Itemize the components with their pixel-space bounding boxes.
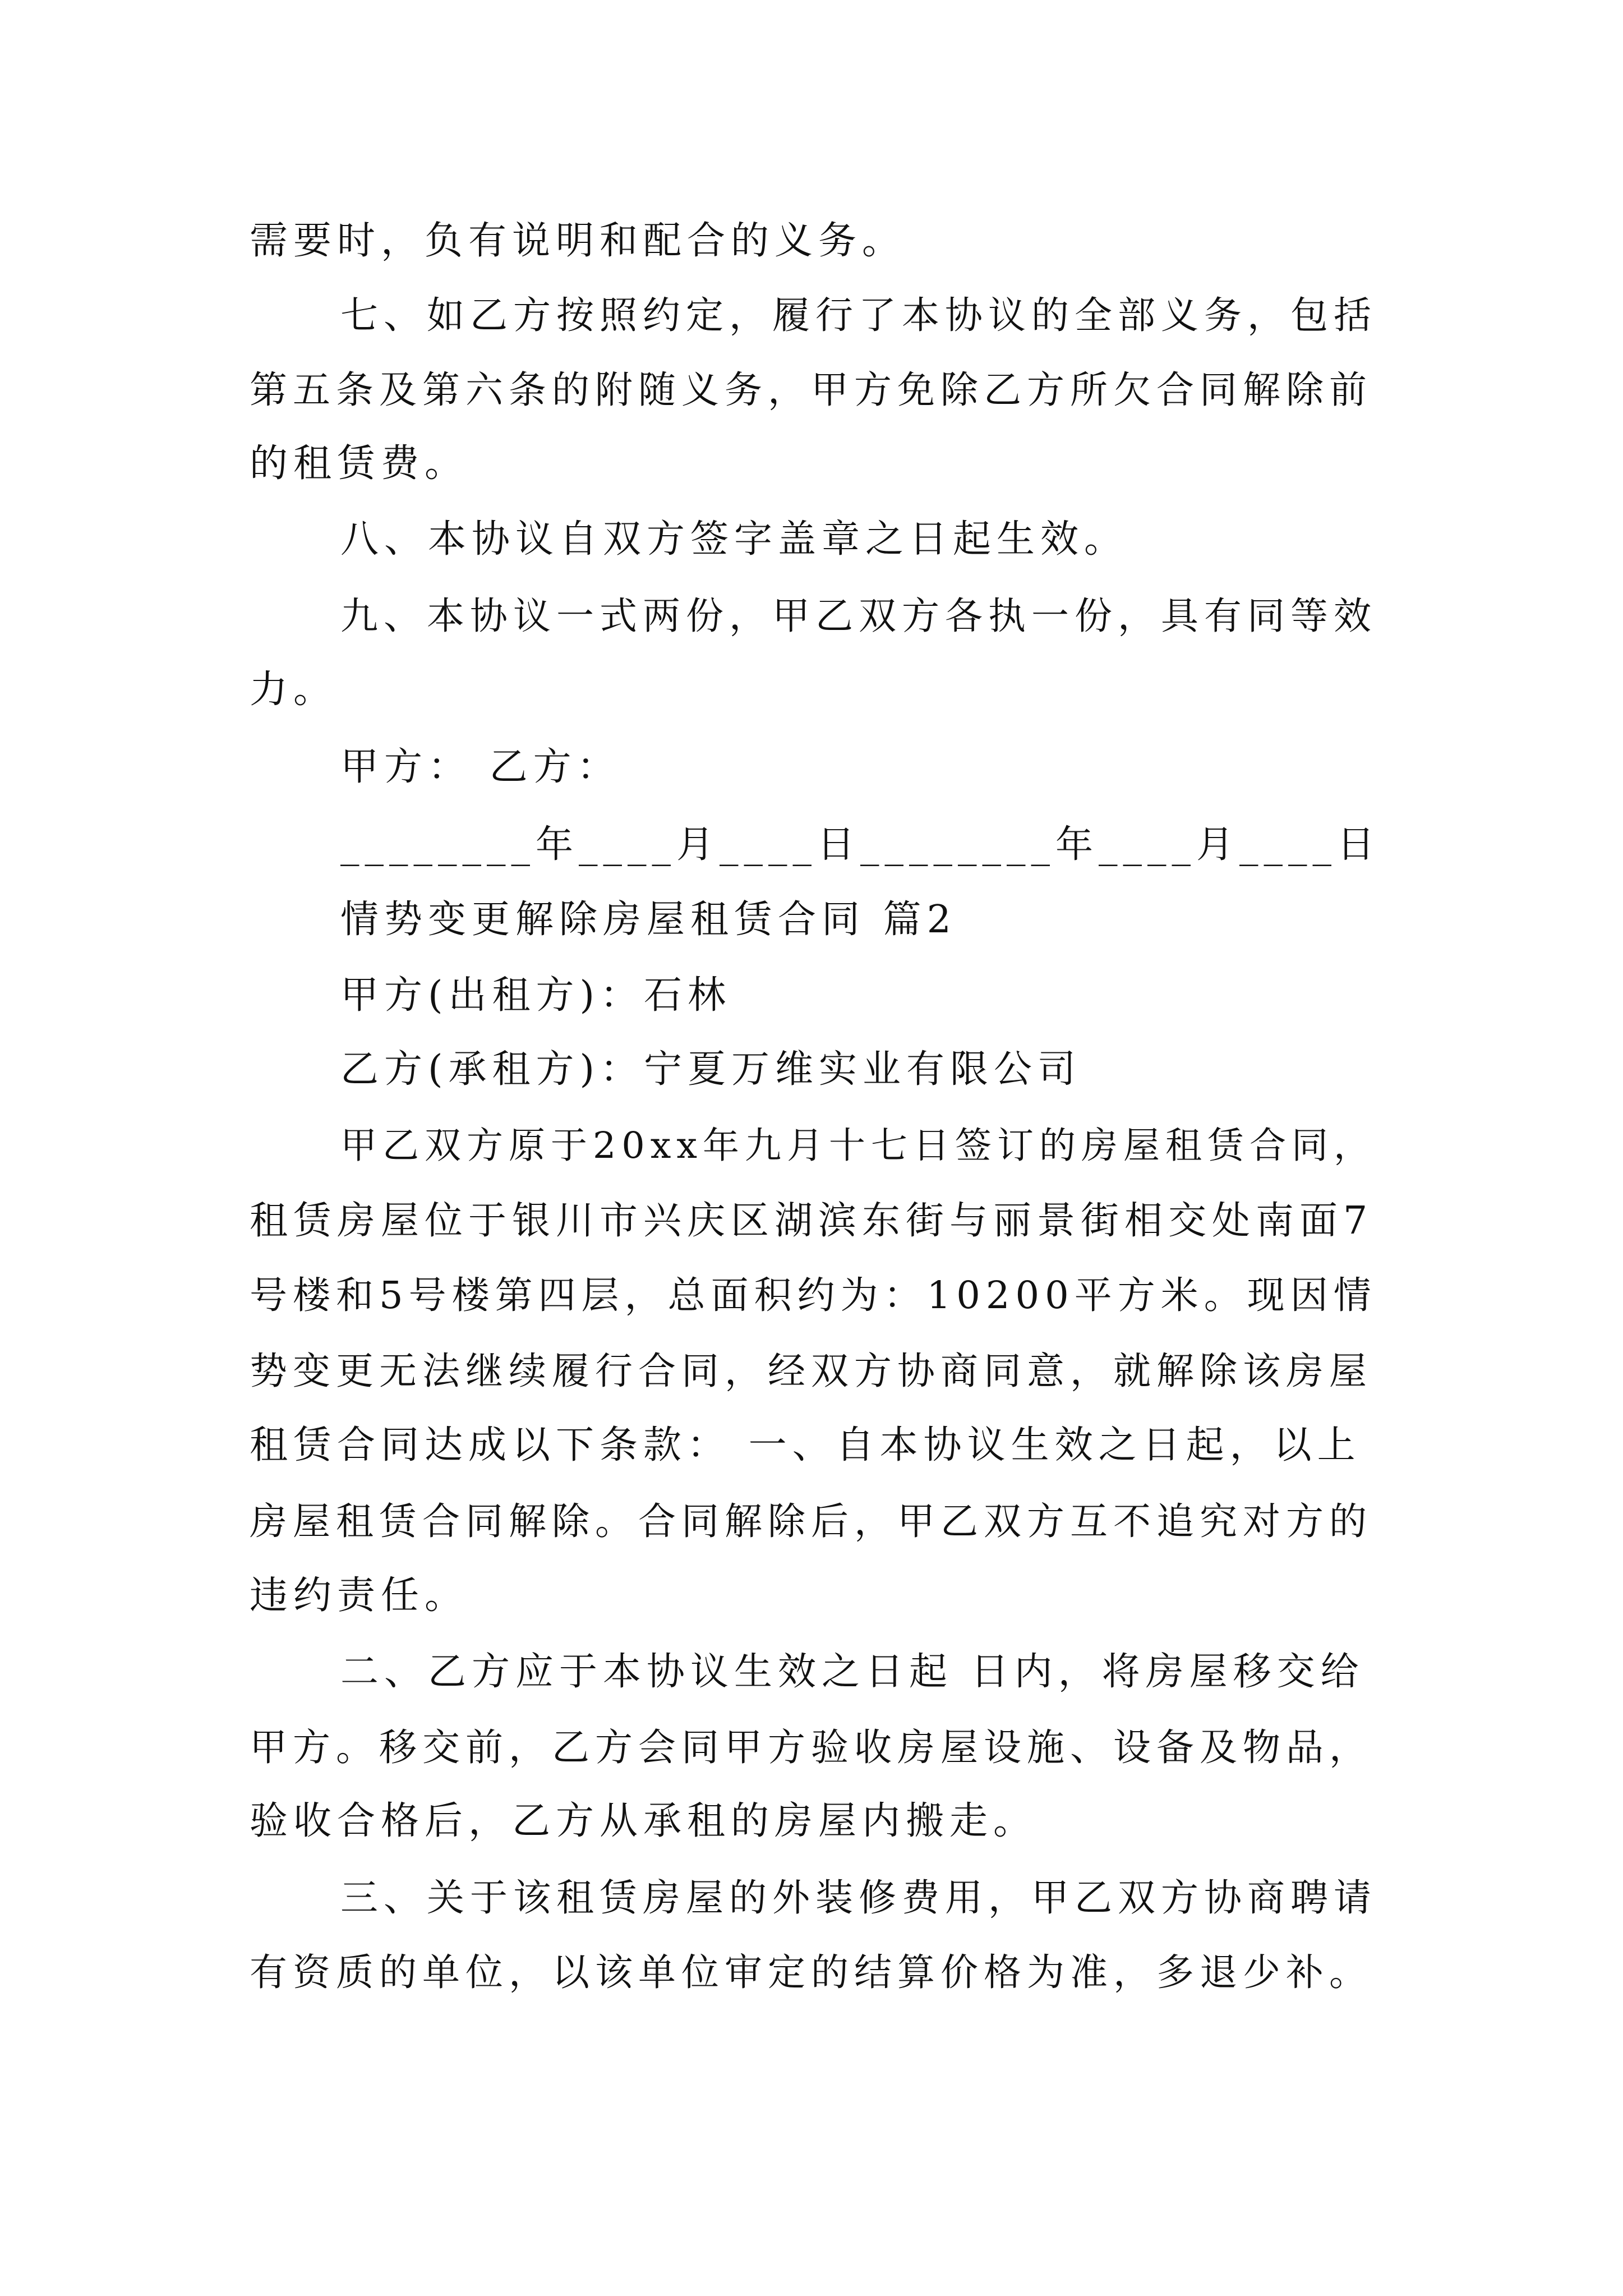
text-line: 租赁合同达成以下条款： 一、自本协议生效之日起，以上 <box>250 1423 1361 1467</box>
text-line: 甲方。移交前，乙方会同甲方验收房屋设施、设备及物品， <box>250 1726 1372 1769</box>
text-line: 的租赁费。 <box>250 441 469 486</box>
text-line: 势变更无法继续履行合同，经双方协商同意，就解除该房屋 <box>250 1349 1372 1393</box>
signature-parties-line: 甲方： 乙方： <box>340 745 621 789</box>
text-line: 乙方(承租方)：宁夏万维实业有限公司 <box>340 1047 1082 1092</box>
text-line: 力。 <box>250 668 338 712</box>
text-line: 甲方(出租方)：石林 <box>340 973 732 1018</box>
text-line: 三、关于该租赁房屋的外装修费用，甲乙双方协商聘请 <box>340 1876 1377 1920</box>
text-line: 有资质的单位，以该单位审定的结算价格为准，多退少补。 <box>250 1950 1372 1994</box>
text-line: 验收合格后，乙方从承租的房屋内搬走。 <box>250 1799 1038 1843</box>
text-line: 甲乙双方原于20xx年九月十七日签订的房屋租赁合同， <box>340 1125 1376 1167</box>
date-line: ________年____月____日________年____月____日 <box>340 822 1380 866</box>
text-line: 房屋租赁合同解除。合同解除后，甲乙双方互不追究对方的 <box>250 1499 1372 1543</box>
text-line: 七、如乙方按照约定，履行了本协议的全部义务，包括 <box>340 293 1377 337</box>
text-line: 第五条及第六条的附随义务，甲方免除乙方所欠合同解除前 <box>250 368 1372 412</box>
text-line: 需要时，负有说明和配合的义务。 <box>250 219 906 263</box>
section-heading: 情势变更解除房屋租赁合同 篇2 <box>340 898 957 942</box>
text-line: 九、本协议一式两份，甲乙双方各执一份，具有同等效 <box>340 594 1377 638</box>
text-line: 违约责任。 <box>250 1573 469 1618</box>
text-line: 八、本协议自双方签字盖章之日起生效。 <box>340 517 1128 562</box>
text-line: 二、乙方应于本协议生效之日起 日内，将房屋移交给 <box>340 1650 1364 1694</box>
text-line: 租赁房屋位于银川市兴庆区湖滨东街与丽景街相交处南面7 <box>250 1199 1373 1243</box>
text-line: 号楼和5号楼第四层，总面积约为：10200平方米。现因情 <box>250 1273 1377 1317</box>
